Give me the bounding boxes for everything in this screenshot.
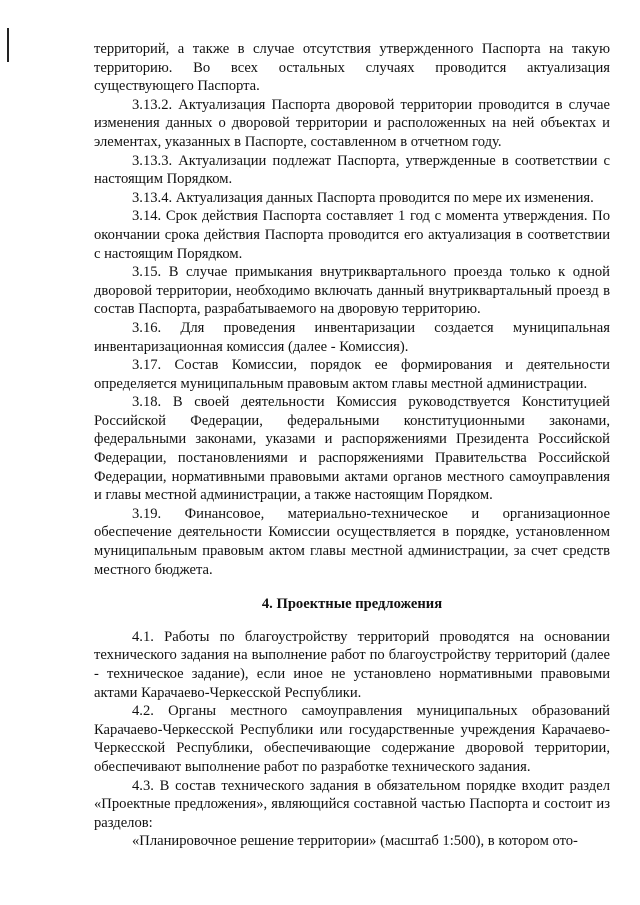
paragraphs-before-section bbox=[94, 40, 610, 579]
paragraph: 3.19. Финансовое, материально-техническое и организационное обеспечение деятельности Комиссии осуществляется в порядке, установленном муниципальным правовым актом главы местной администрации, за счет средств местного бюджета. bbox=[94, 505, 610, 578]
section-title: 4. Проектные предложения bbox=[261, 596, 443, 613]
paragraph: 4.1. Работы по благоустройству территорий проводятся на основании технического задания на выполнение работ по благоустройству территорий (далее - техническое задание), если иное не установлено нормативными правовыми актами Карачаево-Черкесской Республики. bbox=[94, 628, 610, 701]
document-page bbox=[94, 40, 610, 851]
paragraph: 3.14. Срок действия Паспорта составляет 1 год с момента утверждения. По окончании срока действия Паспорта проводится его актуализация в соответствии с настоящим Порядком. bbox=[94, 208, 610, 262]
paragraph: 4.3. В состав технического задания в обязательном порядке входит раздел «Проектные предложения», являющийся составной частью Паспорта и состоит из разделов: bbox=[94, 777, 610, 831]
paragraph: 3.18. В своей деятельности Комиссия руководствуется Конституцией Российской Федерации, федеральными конституционными законами, федеральными законами, указами и распоряжениями Президента Российской Федерации, постановлениями и распоряжениями Правительства Российской Федерации, нормативными правовыми актами органов местного самоуправления и главы местной администрации, а также настоящим Порядком. bbox=[94, 394, 610, 504]
paragraph: «Планировочное решение территории» (масштаб 1:500), в котором ото- bbox=[132, 833, 578, 850]
paragraph: 3.16. Для проведения инвентаризации создается муниципальная инвентаризационная комиссия (далее - Комиссия). bbox=[94, 319, 610, 355]
paragraph: 3.15. В случае примыкания внутриквартального проезда только к одной дворовой территории, необходимо включать данный внутриквартальный проезд в состав Паспорта, разрабатываемого на дворовую территорию. bbox=[94, 264, 610, 318]
paragraph: 4.2. Органы местного самоуправления муниципальных образований Карачаево-Черкесской Республики или государственные учреждения Карачаево-Черкесской Республики, обеспечивающие содержание дворовой территории, обеспечивают выполнение работ по разработке технического задания. bbox=[94, 703, 610, 775]
paragraph: территорий, а также в случае отсутствия утвержденного Паспорта на такую территорию. Во всех остальных случаях проводится актуализация существующего Паспорта. bbox=[94, 41, 610, 95]
paragraph: 3.13.3. Актуализации подлежат Паспорта, утвержденные в соответствии с настоящим Порядком. bbox=[94, 152, 610, 188]
paragraph: 3.17. Состав Комиссии, порядок ее формирования и деятельности определяется муниципальным правовым актом главы местной администрации. bbox=[94, 357, 610, 392]
paragraph: 3.13.4. Актуализация данных Паспорта проводится по мере их изменения. bbox=[132, 189, 594, 206]
paragraphs-after-section bbox=[94, 628, 610, 851]
margin-binding-mark bbox=[7, 28, 9, 62]
paragraph: 3.13.2. Актуализация Паспорта дворовой территории проводится в случае изменения данных о дворовой территории и расположенных на ней объектах и элементах, указанных в Паспорте, составленном в отчетном году. bbox=[94, 96, 610, 150]
